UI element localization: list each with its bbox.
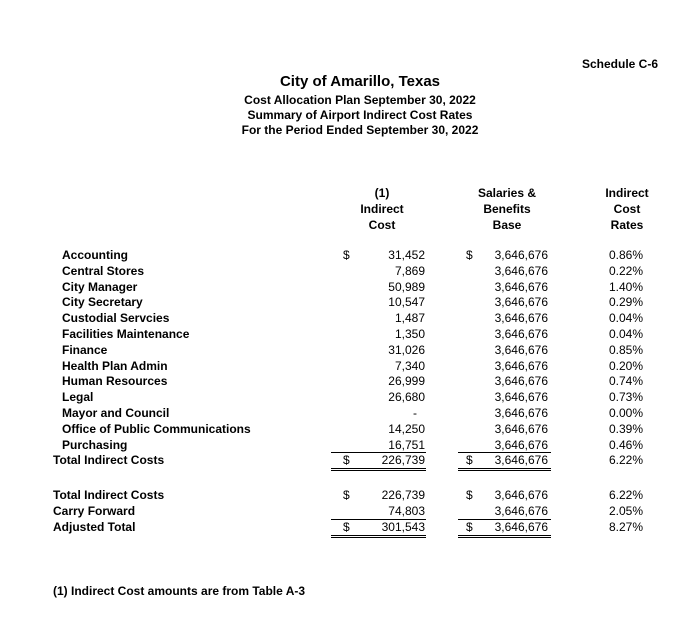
currency-symbol: $: [343, 519, 350, 534]
row-rate: 0.22%: [608, 263, 643, 278]
report-subtitle-1: Cost Allocation Plan September 30, 2022: [244, 93, 476, 107]
base-total-line: [458, 468, 551, 469]
cost-total-double-line: [331, 470, 426, 471]
row-rate: 0.04%: [608, 326, 643, 341]
row-base: 3,646,676: [494, 342, 548, 357]
row-base: 3,646,676: [494, 326, 548, 341]
total-label: Total Indirect Costs: [53, 453, 165, 468]
summary-base-total-line: [458, 535, 551, 536]
table-row: [0, 311, 690, 327]
row-base: 3,646,676: [494, 358, 548, 373]
row-cost: 7,340: [394, 358, 425, 373]
summary-cost: 301,543: [381, 519, 425, 534]
row-cost: 16,751: [388, 437, 425, 452]
summary-table: [0, 488, 690, 535]
summary-label: Adjusted Total: [53, 519, 136, 534]
summary-cost-total-line: [331, 535, 426, 536]
row-rate: 1.40%: [608, 279, 643, 294]
row-label: Human Resources: [62, 374, 168, 389]
row-label: Central Stores: [62, 263, 145, 278]
summary-row: [0, 520, 690, 536]
currency-symbol: $: [343, 488, 350, 502]
row-label: Facilities Maintenance: [62, 326, 190, 341]
summary-label: Total Indirect Costs: [53, 488, 165, 502]
row-rate: 0.46%: [608, 437, 643, 452]
row-rate: 0.39%: [608, 421, 643, 436]
table-row: [0, 343, 690, 359]
summary-base-total-double-line: [458, 537, 551, 538]
table-row: [0, 295, 690, 311]
row-cost: 14,250: [388, 421, 425, 436]
row-label: City Secretary: [62, 295, 143, 310]
total-cost: 226,739: [381, 453, 425, 468]
summary-row: [0, 488, 690, 504]
table-row: [0, 280, 690, 296]
row-label: Custodial Servcies: [62, 311, 170, 326]
summary-cost: 74,803: [388, 503, 425, 518]
row-cost: 1,487: [394, 311, 425, 326]
row-cost: 1,350: [394, 326, 425, 341]
row-label: Mayor and Council: [62, 405, 170, 420]
row-label: Purchasing: [62, 437, 128, 452]
base-total-double-line: [458, 470, 551, 471]
table-row: [0, 438, 690, 454]
row-cost: 31,452: [388, 248, 425, 262]
header-indirect-cost: (1) Indirect Cost: [360, 186, 404, 232]
summary-cost-subtotal-line: [331, 519, 426, 520]
currency-symbol: $: [466, 519, 473, 534]
summary-base: 3,646,676: [494, 519, 548, 534]
report-title: City of Amarillo, Texas: [279, 73, 441, 90]
currency-symbol: $: [466, 453, 473, 468]
row-rate: 0.86%: [608, 248, 643, 262]
currency-symbol: $: [466, 248, 473, 262]
row-cost: 7,869: [394, 263, 425, 278]
row-label: Legal: [62, 390, 94, 405]
header-salaries-benefits-base: Salaries & Benefits Base: [477, 186, 537, 232]
base-subtotal-line: [458, 452, 551, 453]
cost-subtotal-line: [331, 452, 426, 453]
total-rate: 6.22%: [608, 453, 643, 468]
summary-rate: 8.27%: [608, 519, 643, 534]
summary-label: Carry Forward: [53, 503, 136, 518]
row-base: 3,646,676: [494, 374, 548, 389]
table-row: [0, 327, 690, 343]
row-rate: 0.85%: [608, 342, 643, 357]
summary-cost-total-double-line: [331, 537, 426, 538]
summary-cost: 226,739: [381, 488, 425, 502]
table-row: [0, 374, 690, 390]
row-cost: 10,547: [388, 295, 425, 310]
table-row: [0, 406, 690, 422]
table-row: [0, 390, 690, 406]
summary-rate: 6.22%: [608, 488, 643, 502]
row-base: 3,646,676: [494, 311, 548, 326]
footnote: (1) Indirect Cost amounts are from Table A-3: [53, 584, 306, 598]
table-row: [0, 359, 690, 375]
report-subtitle-2: Summary of Airport Indirect Cost Rates: [247, 108, 473, 122]
currency-symbol: $: [343, 453, 350, 468]
cost-total-line: [331, 468, 426, 469]
row-base: 3,646,676: [494, 263, 548, 278]
row-rate: 0.74%: [608, 374, 643, 389]
row-label: Office of Public Communications: [62, 421, 251, 436]
row-base: 3,646,676: [494, 279, 548, 294]
row-cost: -: [413, 405, 417, 420]
schedule-label: Schedule C-6: [582, 57, 659, 71]
total-row: [0, 453, 690, 469]
header-indirect-cost-rates: Indirect Cost Rates: [605, 186, 649, 232]
report-subtitle-3: For the Period Ended September 30, 2022: [241, 123, 479, 137]
summary-base: 3,646,676: [494, 503, 548, 518]
row-label: Finance: [62, 342, 108, 357]
row-label: Accounting: [62, 248, 128, 262]
summary-row: [0, 504, 690, 520]
row-cost: 26,999: [388, 374, 425, 389]
department-table: [0, 248, 690, 469]
row-rate: 0.04%: [608, 311, 643, 326]
currency-symbol: $: [466, 488, 473, 502]
currency-symbol: $: [343, 248, 350, 262]
row-cost: 50,989: [388, 279, 425, 294]
row-base: 3,646,676: [494, 390, 548, 405]
table-row: [0, 248, 690, 264]
table-row: [0, 422, 690, 438]
row-base: 3,646,676: [494, 295, 548, 310]
row-label: City Manager: [62, 279, 138, 294]
row-cost: 31,026: [388, 342, 425, 357]
total-base: 3,646,676: [494, 453, 548, 468]
summary-base-subtotal-line: [458, 519, 551, 520]
summary-rate: 2.05%: [608, 503, 643, 518]
row-label: Health Plan Admin: [62, 358, 168, 373]
row-base: 3,646,676: [494, 421, 548, 436]
row-base: 3,646,676: [494, 248, 548, 262]
summary-base: 3,646,676: [494, 488, 548, 502]
table-row: [0, 264, 690, 280]
row-cost: 26,680: [388, 390, 425, 405]
row-rate: 0.73%: [608, 390, 643, 405]
row-rate: 0.00%: [608, 405, 643, 420]
row-rate: 0.20%: [608, 358, 643, 373]
row-base: 3,646,676: [494, 437, 548, 452]
row-base: 3,646,676: [494, 405, 548, 420]
row-rate: 0.29%: [608, 295, 643, 310]
